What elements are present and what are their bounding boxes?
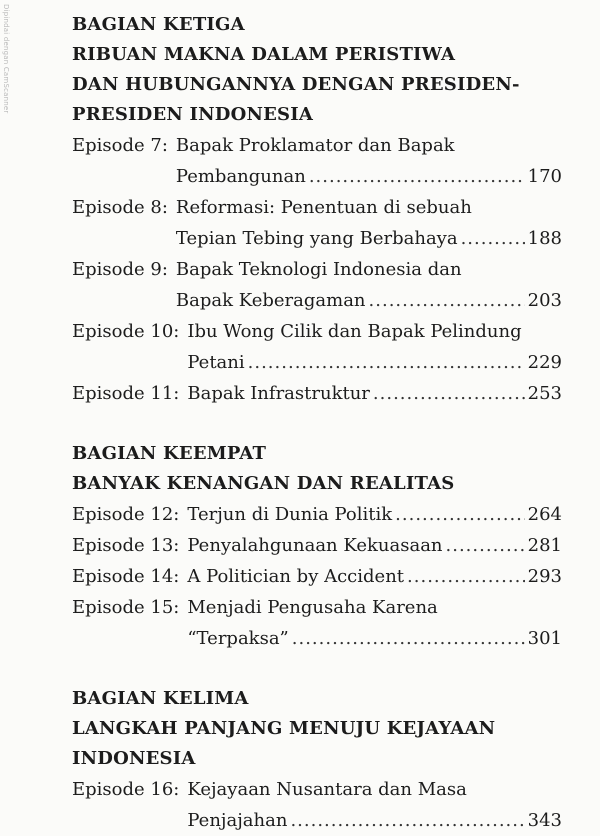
- page-number: 188: [527, 228, 562, 249]
- page-number: 343: [527, 810, 562, 831]
- section-heading: BAGIAN KETIGA: [72, 14, 245, 35]
- page-number: 281: [527, 535, 562, 556]
- episode-title: Reformasi: Penentuan di sebuah: [175, 197, 472, 218]
- episode-label: Episode 8:: [72, 197, 168, 218]
- dot-leader: [446, 530, 525, 561]
- table-of-contents: [72, 10, 562, 836]
- toc-entry-episode-16[interactable]: [72, 774, 562, 836]
- toc-entry-episode-7[interactable]: [72, 130, 562, 192]
- page-number: 293: [527, 566, 562, 587]
- dot-leader: [407, 561, 525, 592]
- episode-title: Petani: [187, 352, 245, 373]
- episode-title: Bapak Proklamator dan Bapak: [175, 135, 455, 156]
- episode-label: Episode 16:: [72, 779, 180, 800]
- dot-leader: [461, 223, 525, 254]
- episode-title: Terjun di Dunia Politik: [187, 504, 393, 525]
- episode-title: Penyalahgunaan Kekuasaan: [187, 535, 443, 556]
- episode-title: Menjadi Pengusaha Karena: [187, 597, 438, 618]
- episode-title: Bapak Infrastruktur: [187, 383, 370, 404]
- toc-entry-episode-13[interactable]: [72, 530, 562, 561]
- page-number: 264: [527, 504, 562, 525]
- toc-entry-episode-14[interactable]: [72, 561, 562, 592]
- dot-leader: [373, 378, 525, 409]
- dot-leader: [369, 285, 525, 316]
- episode-title: Pembangunan: [175, 166, 306, 187]
- dot-leader: [290, 805, 524, 836]
- toc-entry-episode-15[interactable]: [72, 592, 562, 654]
- toc-entry-episode-12[interactable]: [72, 499, 562, 530]
- page-number: 229: [527, 352, 562, 373]
- episode-label: Episode 12:: [72, 504, 180, 525]
- episode-label: Episode 15:: [72, 597, 180, 618]
- section-heading: LANGKAH PANJANG MENUJU KEJAYAAN: [72, 718, 496, 739]
- dot-leader: [395, 499, 524, 530]
- episode-title: A Politician by Accident: [187, 566, 405, 587]
- episode-title: “Terpaksa”: [187, 628, 289, 649]
- section-heading: INDONESIA: [72, 748, 196, 769]
- section-heading: BAGIAN KELIMA: [72, 688, 249, 709]
- toc-entry-episode-10[interactable]: [72, 316, 562, 378]
- episode-title: Ibu Wong Cilik dan Bapak Pelindung: [187, 321, 522, 342]
- episode-label: Episode 7:: [72, 135, 168, 156]
- page-number: 170: [527, 166, 562, 187]
- section-heading: BANYAK KENANGAN DAN REALITAS: [72, 473, 455, 494]
- dot-leader: [248, 347, 525, 378]
- episode-label: Episode 14:: [72, 566, 180, 587]
- dot-leader: [309, 161, 525, 192]
- section-bagian-keempat: [72, 439, 562, 654]
- page-number: 301: [527, 628, 562, 649]
- toc-entry-episode-11[interactable]: [72, 378, 562, 409]
- section-bagian-ketiga: [72, 10, 562, 409]
- episode-title: Kejayaan Nusantara dan Masa: [187, 779, 467, 800]
- section-heading: BAGIAN KEEMPAT: [72, 443, 267, 464]
- episode-label: Episode 11:: [72, 383, 180, 404]
- section-heading: RIBUAN MAKNA DALAM PERISTIWA: [72, 44, 456, 65]
- episode-title: Bapak Teknologi Indonesia dan: [175, 259, 462, 280]
- section-heading: DAN HUBUNGANNYA DENGAN PRESIDEN-: [72, 74, 520, 95]
- toc-entry-episode-8[interactable]: [72, 192, 562, 254]
- episode-label: Episode 10:: [72, 321, 180, 342]
- episode-label: Episode 9:: [72, 259, 168, 280]
- dot-leader: [292, 623, 525, 654]
- section-heading: PRESIDEN INDONESIA: [72, 104, 314, 125]
- episode-title: Tepian Tebing yang Berbahaya: [175, 228, 458, 249]
- episode-title: Penjajahan: [187, 810, 288, 831]
- episode-label: Episode 13:: [72, 535, 180, 556]
- episode-title: Bapak Keberagaman: [175, 290, 366, 311]
- section-bagian-kelima: [72, 684, 562, 836]
- page-number: 203: [527, 290, 562, 311]
- toc-entry-episode-9[interactable]: [72, 254, 562, 316]
- scanner-watermark: Dipindai dengan CamScanner: [2, 4, 10, 114]
- page-number: 253: [527, 383, 562, 404]
